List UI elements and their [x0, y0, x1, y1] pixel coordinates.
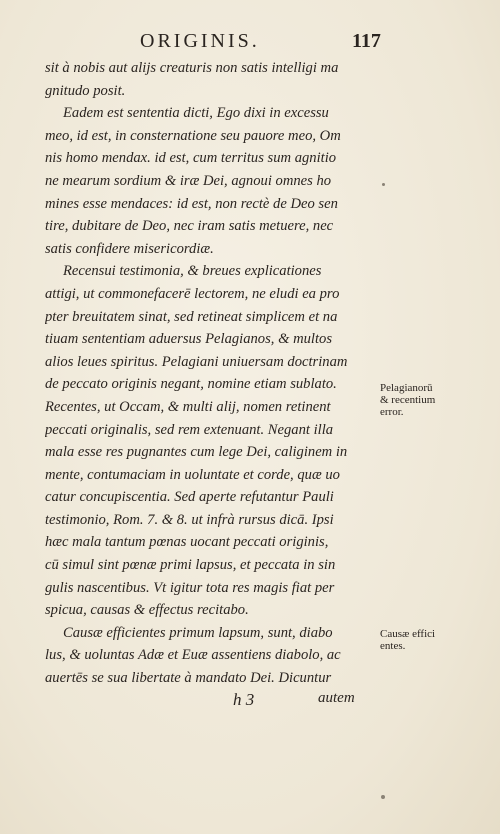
text-line: gnitudo posit. [45, 82, 126, 99]
text-line: alios leues spiritus. Pelagiani uniuersam doctrinam [45, 353, 348, 370]
text-line: Recentes, ut Occam, & multi alij, nomen retinent [45, 398, 331, 415]
text-line: cū simul sint pœnæ primi lapsus, et peccata in sin [45, 557, 336, 574]
text-line: spicua, causas & effectus recitabo. [45, 602, 249, 619]
text-line: meo, id est, in consternatione seu pauore meo, Om [45, 127, 341, 144]
text-line: tire, dubitare de Deo, nec iram satis metuere, nec [45, 218, 334, 235]
text-line: mines esse mendaces: id est, non rectè de Deo sen [45, 195, 338, 212]
page-header [0, 30, 500, 54]
page-footer [0, 690, 500, 716]
text-line: catur concupiscentia. Sed aperte refutantur Pauli [45, 489, 334, 506]
margin-note-causes: Causæ effici entes. [380, 628, 436, 652]
text-line: nis homo mendax. id est, cum territus sum agnitio [45, 150, 337, 167]
text-line: satis confidere misericordiæ. [45, 240, 214, 257]
running-head: ORIGINIS. [140, 30, 260, 52]
text-line: attigi, ut commonefacerē lectorem, ne eludi ea pro [45, 285, 340, 302]
text-line: de peccato originis negant, nomine etiam sublato. [45, 376, 337, 393]
text-line: Eadem est sententia dicti, Ego dixi in excessu [63, 105, 329, 122]
text-line: peccati originalis, sed rem extenuant. Negant illa [45, 421, 334, 438]
signature-mark: h 3 [233, 690, 255, 709]
text-line: pter breuitatem sinat, sed retineat simplicem et na [45, 308, 338, 325]
ink-speck [382, 183, 385, 186]
margin-note-pelagians: Pelagianorū & recentium error. [380, 382, 436, 418]
text-line: Recensui testimonia, & breues explicationes [63, 263, 322, 280]
text-line: sit à nobis aut alijs creaturis non satis intelligi ma [45, 60, 339, 76]
text-line: ne mearum sordium & iræ Dei, agnoui omnes ho [45, 172, 332, 189]
text-line: Causæ efficientes primum lapsum, sunt, diabo [63, 624, 333, 641]
text-line: auertēs se sua libertate à mandato Dei. Dicuntur [45, 670, 332, 687]
body-text [45, 57, 375, 690]
ink-speck [381, 795, 385, 799]
text-line: testimonio, Rom. 7. & 8. ut infrà rursus dicā. Ipsi [45, 511, 334, 528]
text-line: tiuam sententiam aduersus Pelagianos, & multos [45, 331, 333, 348]
text-line: lus, & uoluntas Adæ et Euæ assentiens diabolo, ac [45, 647, 341, 664]
text-line: mala esse res pugnantes cum lege Dei, caliginem in [45, 444, 348, 461]
page-number: 117 [352, 30, 381, 52]
text-line: mente, contumaciam in uoluntate et corde, quæ uo [45, 466, 340, 483]
text-line: gulis nascentibus. Vt igitur tota res magis fiat per [45, 579, 335, 596]
catchword: autem [318, 690, 355, 706]
text-line: hæc mala tantum pœnas uocant peccati originis, [45, 534, 329, 551]
